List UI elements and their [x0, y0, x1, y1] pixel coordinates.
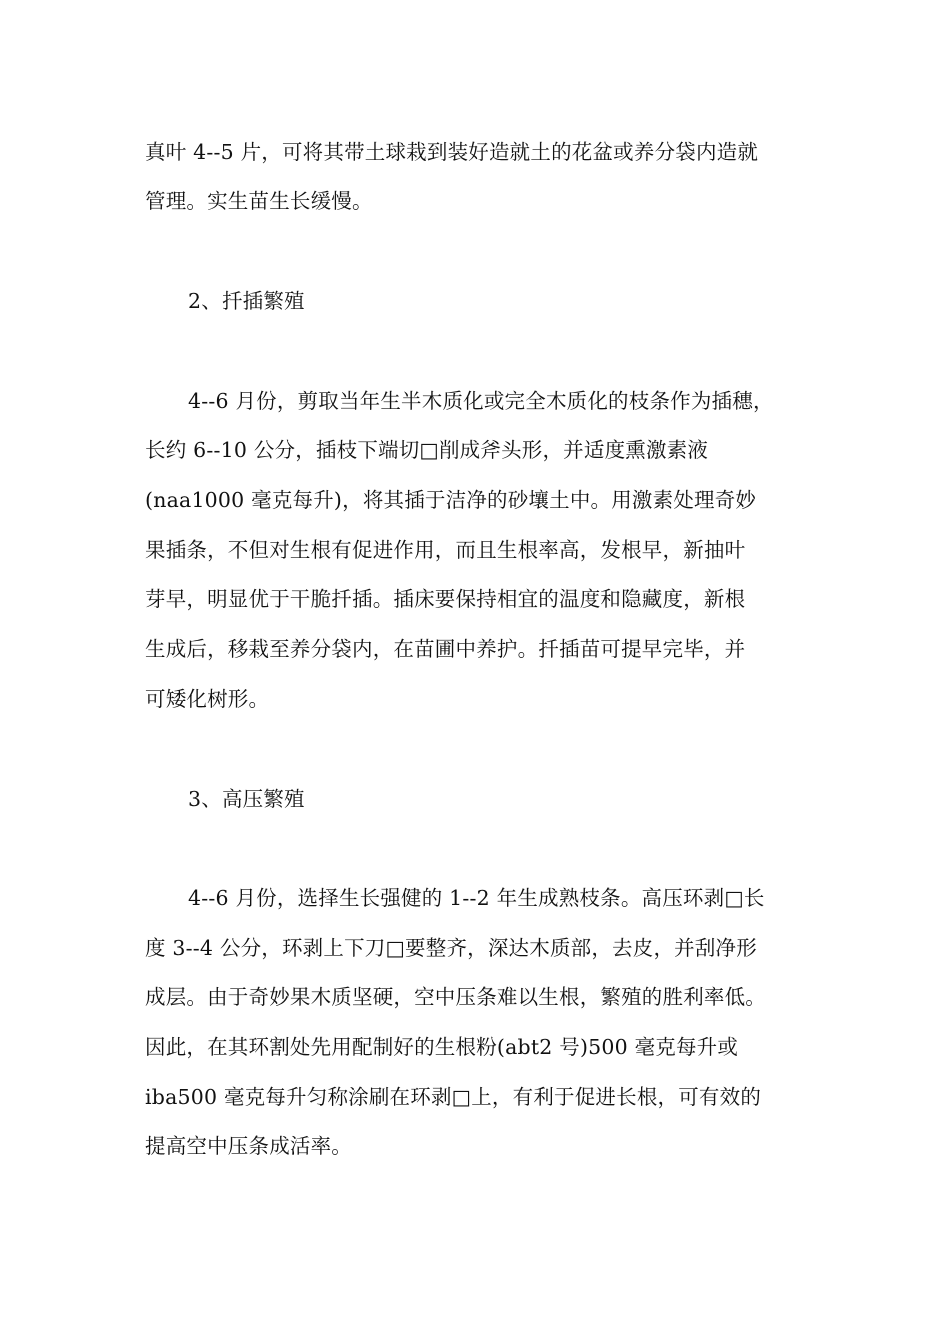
paragraph-line: 长约 6--10 公分，插枝下端切□削成斧头形，并适度熏激素液 [145, 438, 709, 462]
paragraph-line: 4--6 月份，剪取当年生半木质化或完全木质化的枝条作为插穗， [188, 389, 774, 413]
section-heading-layering: 3、高压繁殖 [188, 787, 305, 811]
section-heading-cutting: 2、扦插繁殖 [188, 289, 305, 313]
paragraph-line: 管理。实生苗生长缓慢。 [145, 189, 373, 213]
paragraph-line: 可矮化树形。 [145, 687, 270, 711]
paragraph-line: 生成后，移栽至养分袋内，在苗圃中养护。扦插苗可提早完毕，并 [145, 637, 746, 661]
paragraph-line: 真叶 4--5 片，可将其带土球栽到装好造就土的花盆或养分袋内造就 [145, 140, 759, 164]
paragraph-line: iba500 毫克每升匀称涂刷在环剥□上，有利于促进长根，可有效的 [145, 1085, 762, 1109]
paragraph-line: 提高空中压条成活率。 [145, 1134, 352, 1158]
paragraph-line: 芽早，明显优于干脆扦插。插床要保持相宜的温度和隐藏度，新根 [145, 587, 746, 611]
paragraph-line: 度 3--4 公分，环剥上下刀□要整齐，深达木质部，去皮，并刮净形 [145, 936, 757, 960]
paragraph-line: 因此，在其环割处先用配制好的生根粉(abt2 号)500 毫克每升或 [145, 1035, 739, 1059]
paragraph-line: 成层。由于奇妙果木质坚硬，空中压条难以生根，繁殖的胜利率低。 [145, 985, 766, 1009]
paragraph-line: 果插条，不但对生根有促进作用，而且生根率高，发根早，新抽叶 [145, 538, 746, 562]
paragraph-line: (naa1000 毫克每升)，将其插于洁净的砂壤土中。用激素处理奇妙 [145, 488, 757, 512]
paragraph-line: 4--6 月份，选择生长强健的 1--2 年生成熟枝条。高压环剥□长 [188, 886, 765, 910]
